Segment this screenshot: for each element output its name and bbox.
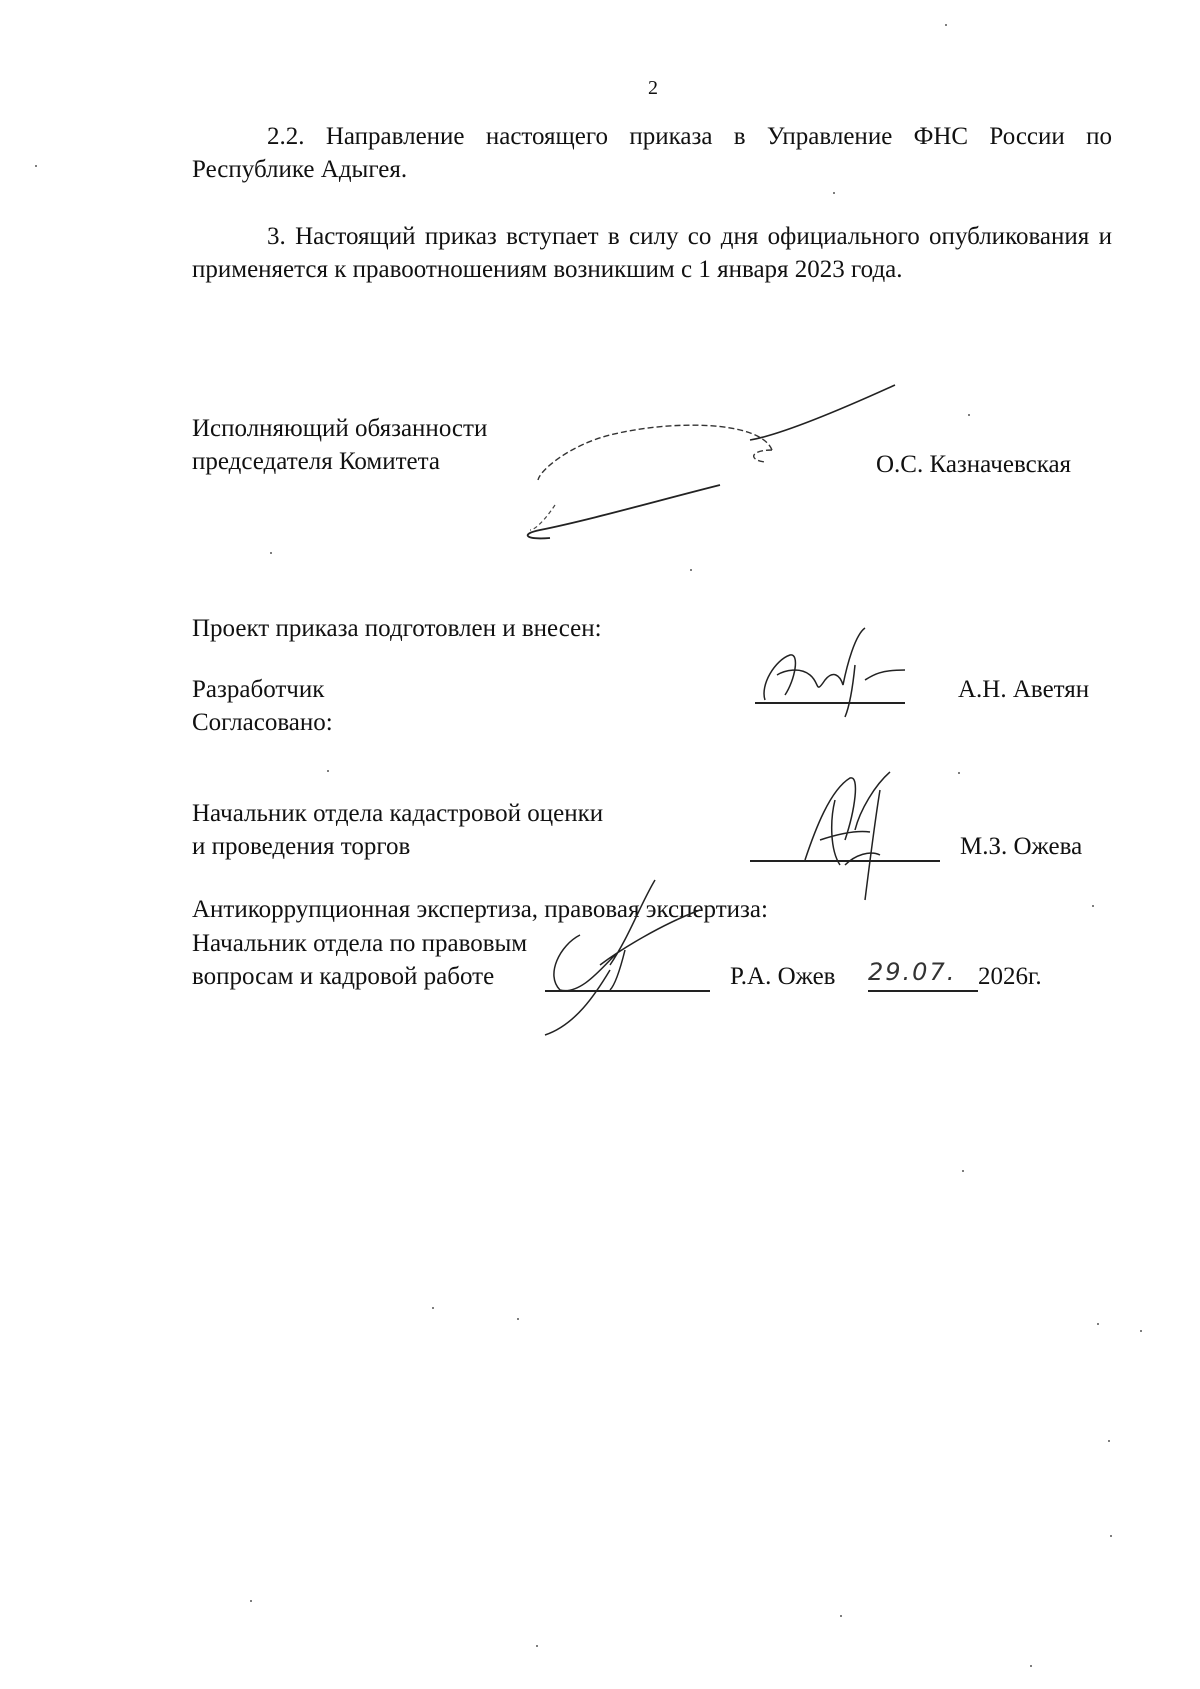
scan-speck: [250, 1600, 252, 1602]
scan-speck: [536, 1645, 538, 1647]
head-legal-signature: [540, 875, 730, 1045]
scan-speck: [1030, 1665, 1032, 1667]
expertise-heading: Антикоррупционная экспертиза, правовая экспертиза:: [192, 896, 768, 923]
acting-chairman-name: О.С. Казначевская: [876, 451, 1072, 478]
prepared-by-heading: Проект приказа подготовлен и внесен:: [192, 615, 602, 642]
developer-role: Разработчик: [192, 676, 325, 703]
scan-speck: [1110, 1535, 1112, 1537]
scan-speck: [958, 772, 960, 774]
head-cadastral-signature: [800, 770, 910, 905]
paragraph-3: 3. Настоящий приказ вступает в силу со дня официального опубликования и применяется к правоотношениям возникшим с 1 января 2023 года.: [192, 223, 1112, 283]
scan-speck: [35, 165, 37, 167]
scan-speck: [1108, 1440, 1110, 1442]
scan-speck: [270, 552, 272, 554]
acting-chairman-title-line1: Исполняющий обязанности: [192, 415, 488, 442]
scan-speck: [1097, 1323, 1099, 1325]
head-cadastral-name: М.З. Ожева: [960, 833, 1083, 860]
scan-speck: [945, 24, 947, 26]
scan-speck: [432, 1307, 434, 1309]
developer-name: А.Н. Аветян: [958, 676, 1090, 703]
head-legal-name: Р.А. Ожев: [730, 963, 836, 990]
agreed-label: Согласовано:: [192, 709, 333, 736]
scan-speck: [968, 414, 970, 416]
developer-signature: [755, 625, 915, 720]
scan-speck: [327, 770, 329, 772]
chairman-signature: [510, 380, 910, 560]
handwritten-date: 29.07.: [868, 958, 957, 986]
scan-speck: [690, 569, 692, 571]
page-number: 2: [648, 77, 658, 99]
head-cadastral-title-line1: Начальник отдела кадастровой оценки: [192, 800, 604, 827]
date-year: 2026г.: [978, 963, 1042, 990]
paragraph-2-2: 2.2. Направление настоящего приказа в Управление ФНС России по Республике Адыгея.: [192, 123, 1112, 183]
scan-speck: [1092, 905, 1094, 907]
date-line: [868, 990, 978, 992]
scan-speck: [833, 192, 835, 194]
head-cadastral-title-line2: и проведения торгов: [192, 833, 411, 860]
head-legal-title-line1: Начальник отдела по правовым: [192, 930, 528, 957]
acting-chairman-title-line2: председателя Комитета: [192, 448, 440, 475]
scan-speck: [840, 1615, 842, 1617]
head-legal-title-line2: вопросам и кадровой работе: [192, 963, 495, 990]
scan-speck: [1140, 1330, 1142, 1332]
scan-speck: [517, 1318, 519, 1320]
scan-speck: [962, 1170, 964, 1172]
